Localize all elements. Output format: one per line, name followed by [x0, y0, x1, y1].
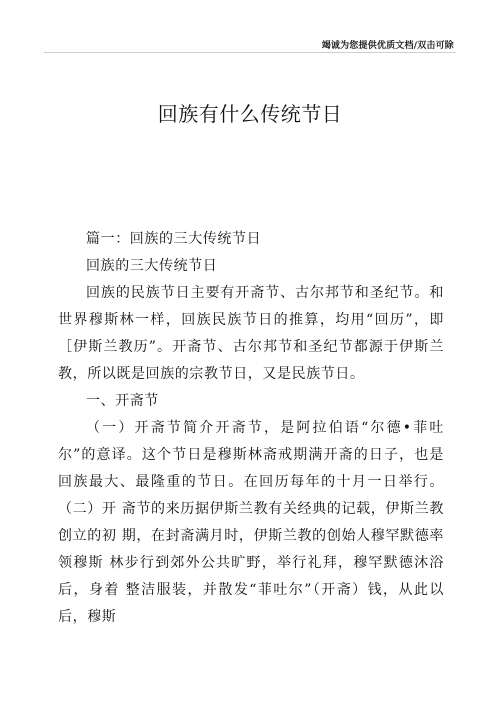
- body-paragraph: 回族的民族节日主要有开斋节、古尔邦节和圣纪节。和世界穆斯林一样，回族民族节日的推算，均用“回历”，即［伊斯兰教历”。开斋节、古尔邦节和圣纪节都源于伊斯兰教，所以既是回族的宗教节日，又是民族节日。: [58, 285, 444, 382]
- subheading: 回族的三大传统节日: [86, 258, 218, 274]
- header-note: 竭诚为您提供优质文档/双击可除: [321, 41, 454, 51]
- document-title: 回族有什么传统节日: [157, 102, 343, 126]
- document-body: [58, 226, 444, 631]
- section-heading-kaizhaijie: 一、开斋节: [86, 393, 159, 409]
- section-heading: 篇一：回族的三大传统节日: [86, 231, 262, 247]
- header-divider: [44, 52, 456, 53]
- body-paragraph: （一）开斋节简介开斋节，是阿拉伯语“尔德•菲吐尔”的意译。这个节日是穆斯林斋戒期满开斋的日子，也是回族最大、最隆重的节日。在回历每年的十月一日举行。（二）开 斋节的来历据伊斯兰教有关经典的记载，伊斯兰教创立的初 期，在封斋满月时，伊斯兰教的创始人穆罕默德率领穆斯 林步行到郊外公共旷野，举行礼拜，穆罕默德沐浴后，身着 整洁服装，并散发“菲吐尔”（开斋）钱，从此以后，穆斯: [58, 420, 444, 625]
